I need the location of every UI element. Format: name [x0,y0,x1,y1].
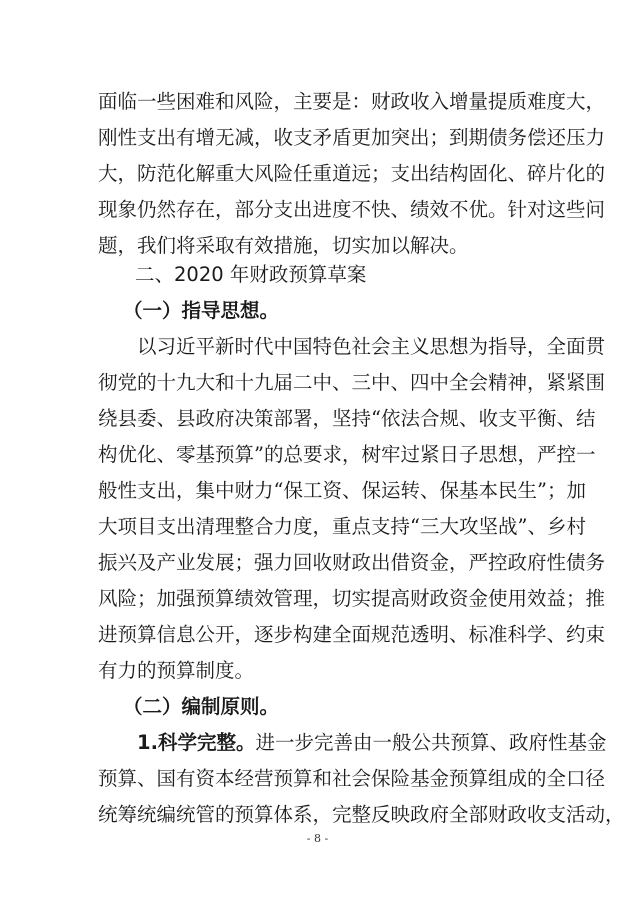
body-line: 面临一些困难和风险，主要是：财政收入增量提质难度大， [98,90,606,113]
body-line: 绕县委、县政府决策部署，坚持“依法合规、收支平衡、结 [98,407,596,430]
subsection-heading-principles: （二）编制原则。 [123,695,280,718]
body-line: 风险；加强预算绩效管理，切实提高财政资金使用效益；推 [98,587,606,610]
principle-1-label: 1.科学完整。 [137,731,256,754]
page-number: - 8 - [306,832,329,845]
body-line: 有力的预算制度。 [98,659,255,682]
body-line: 题，我们将采取有效措施，切实加以解决。 [98,234,469,257]
body-line: 以习近平新时代中国特色社会主义思想为指导，全面贯 [98,335,606,358]
body-line: 大，防范化解重大风险任重道远；支出结构固化、碎片化的 [98,162,606,185]
section-heading: 二、2020 年财政预算草案 [135,263,367,286]
body-line: 振兴及产业发展；强力回收财政出借资金，严控政府性债务 [98,551,606,574]
body-line: 预算、国有资本经营预算和社会保险基金预算组成的全口径 [98,767,606,790]
body-line: 彻党的十九大和十九届二中、三中、四中全会精神，紧紧围 [98,371,606,394]
principle-1-text: 进一步完善由一般公共预算、政府性基金 [255,731,607,754]
principle-1-line [98,730,607,756]
body-line: 统筹统编统管的预算体系，完整反映政府全部财政收支活动， [98,803,625,826]
subsection-heading-guiding: （一）指导思想。 [123,299,280,322]
body-line: 进预算信息公开，逐步构建全面规范透明、标准科学、约束 [98,623,606,646]
body-line: 构优化、零基预算”的总要求，树牢过紧日子思想，严控一 [98,443,596,466]
body-line: 大项目支出清理整合力度，重点支持“三大攻坚战”、乡村 [98,515,586,538]
body-line: 般性支出，集中财力“保工资、保运转、保基本民生”；加 [98,479,586,502]
body-line: 现象仍然存在，部分支出进度不快、绩效不优。针对这些问 [98,198,606,221]
body-line: 刚性支出有增无减，收支矛盾更加突出；到期债务偿还压力 [98,126,606,149]
